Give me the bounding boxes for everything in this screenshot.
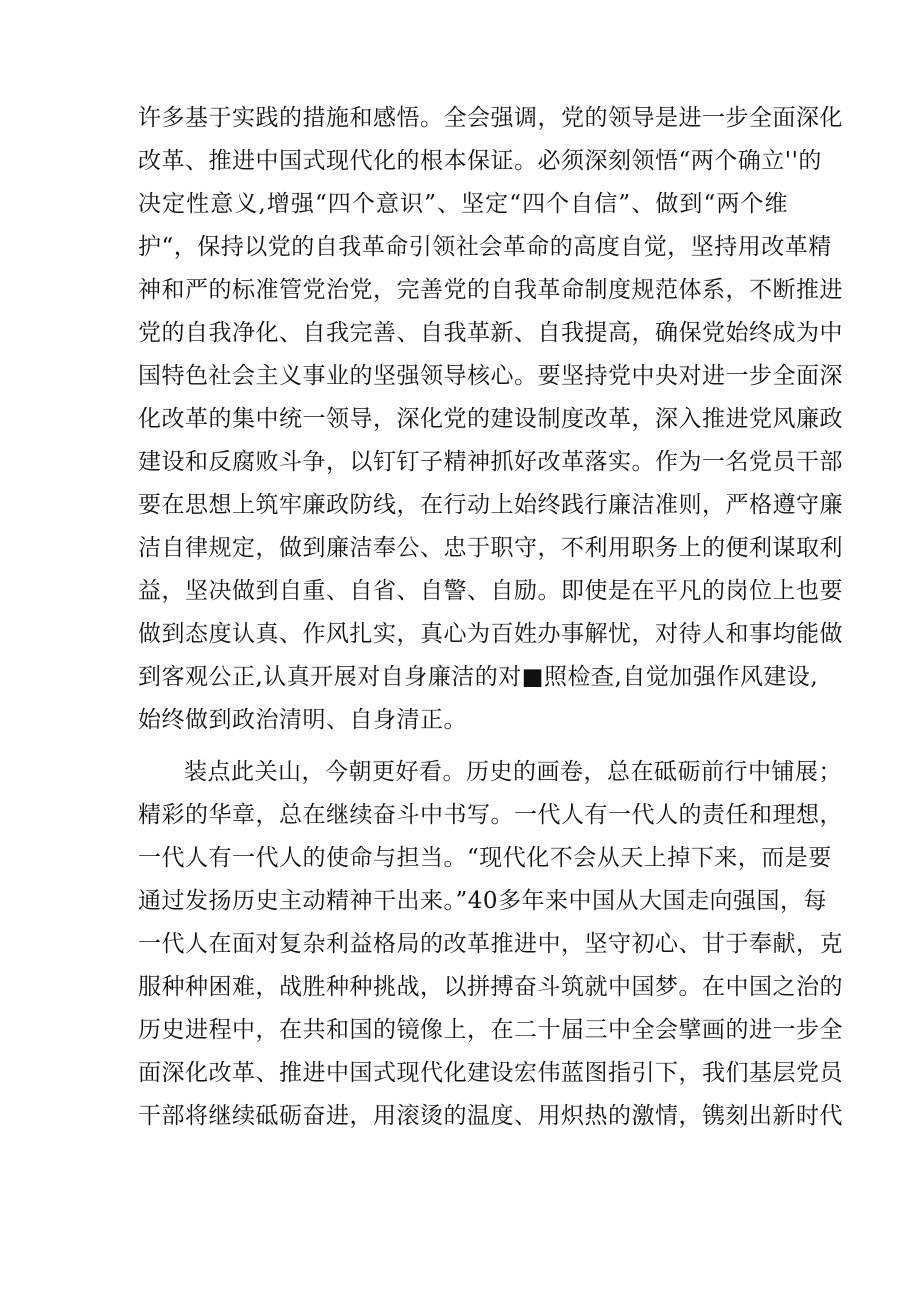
paragraph-2-line-6: 服种种困难，战胜种种挑战，以拼搏奋斗筑就中国梦。在中国之治的 xyxy=(138,974,843,1000)
paragraph-1-line-6: 党的自我净化、自我完善、自我革新、自我提高，确保党始终成为中 xyxy=(138,320,843,346)
paragraph-1-line-2: 改革、推进中国式现代化的根本保证。必须深刻领悟“两个确立''的 xyxy=(138,148,822,174)
paragraph-2-line-2: 精彩的华章，总在继续奋斗中书写。一代人有一代人的责任和理想， xyxy=(138,802,843,828)
paragraph-1-line-10: 要在思想上筑牢廉政防线，在行动上始终践行廉洁准则，严格遵守廉 xyxy=(138,492,843,518)
paragraph-1-line-14: 到客观公正,认真开展对自身廉洁的对■照检查,自觉加强作风建设, xyxy=(138,664,819,690)
paragraph-1-line-9: 建设和反腐败斗争，以钉钉子精神抓好改革落实。作为一名党员干部 xyxy=(138,449,843,475)
paragraph-1-line-4: 护“，保持以党的自我革命引领社会革命的高度自觉，坚持用改革精 xyxy=(138,234,832,260)
paragraph-1-line-3: 决定性意义,增强“四个意识”、坚定“四个自信”、做到“两个维 xyxy=(138,191,788,217)
paragraph-2-line-3: 一代人有一代人的使命与担当。“现代化不会从天上掉下来，而是要 xyxy=(138,845,832,871)
paragraph-1-line-7: 国特色社会主义事业的坚强领导核心。要坚持党中央对进一步全面深 xyxy=(138,363,843,389)
paragraph-2-line-9: 干部将继续砥砺奋进，用滚烫的温度、用炽热的激情，镌刻出新时代 xyxy=(138,1103,843,1129)
paragraph-2-line-5: 一代人在面对复杂利益格局的改革推进中，坚守初心、甘于奉献，克 xyxy=(138,931,843,957)
paragraph-1-line-15: 始终做到政治清明、自身清正。 xyxy=(138,707,467,733)
paragraph-2-line-1: 装点此关山，今朝更好看。历史的画卷，总在砥砺前行中铺展； xyxy=(184,759,842,785)
paragraph-2-line-8: 面深化改革、推进中国式现代化建设宏伟蓝图指引下，我们基层党员 xyxy=(138,1060,843,1086)
paragraph-2-line-7: 历史进程中，在共和国的镜像上，在二十届三中全会擘画的进一步全 xyxy=(138,1017,843,1043)
paragraph-1-line-5: 神和严的标准管党治党，完善党的自我革命制度规范体系，不断推进 xyxy=(138,277,843,303)
paragraph-1-line-11: 洁自律规定，做到廉洁奉公、忠于职守，不利用职务上的便利谋取利 xyxy=(138,535,843,561)
paragraph-1-line-12: 益，坚决做到自重、自省、自警、自励。即使是在平凡的岗位上也要 xyxy=(138,578,843,604)
paragraph-1-line-1: 许多基于实践的措施和感悟。全会强调，党的领导是进一步全面深化 xyxy=(138,105,843,131)
paragraph-1-line-13: 做到态度认真、作风扎实，真心为百姓办事解忧，对待人和事均能做 xyxy=(138,621,843,647)
paragraph-2-line-4: 通过发扬历史主动精神干出来。”40多年来中国从大国走向强国，每 xyxy=(138,888,828,914)
paragraph-1-line-8: 化改革的集中统一领导，深化党的建设制度改革，深入推进党风廉政 xyxy=(138,406,843,432)
